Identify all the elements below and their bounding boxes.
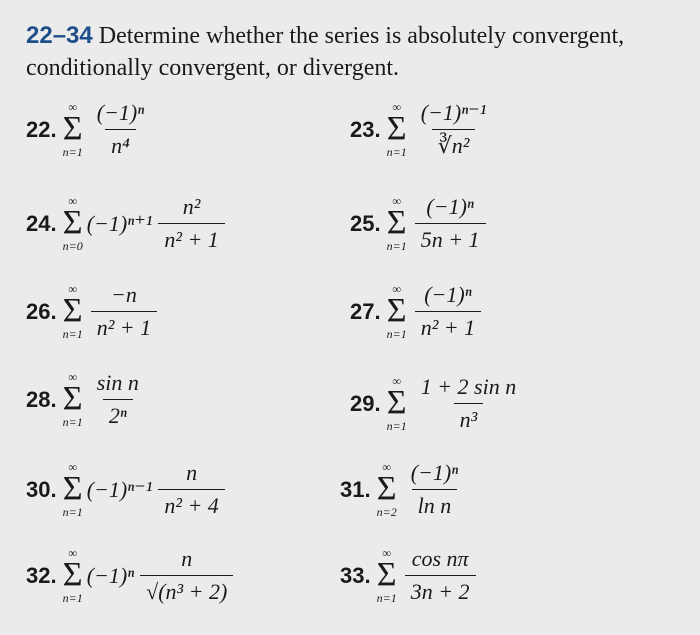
sum-upper-limit: ∞ [382, 546, 391, 560]
sigma-symbol: Σ [376, 470, 397, 507]
numerator: sin n [96, 370, 139, 395]
problem-number: 23. [350, 116, 381, 142]
sigma-symbol: Σ [386, 292, 407, 329]
sigma-symbol: Σ [62, 110, 83, 147]
problem-number: 25. [350, 210, 381, 236]
sign-factor: (−1)ⁿ [86, 562, 135, 588]
problem-number: 27. [350, 298, 381, 324]
problem-number: 33. [340, 562, 371, 588]
problem-25 [350, 194, 490, 253]
denominator: n² + 1 [415, 311, 481, 341]
numerator: (−1)ⁿ⁻¹ [420, 100, 487, 125]
sum-upper-limit: ∞ [68, 194, 77, 208]
fraction [415, 374, 523, 433]
sum-lower-limit: n=1 [386, 145, 407, 159]
denominator: n⁴ [105, 129, 136, 159]
sum-lower-limit: n=0 [62, 239, 83, 253]
numerator: (−1)ⁿ [410, 460, 459, 485]
denominator: 5n + 1 [415, 223, 486, 253]
sum-lower-limit: n=1 [62, 505, 83, 519]
denominator: 3n + 2 [405, 575, 476, 605]
summation [63, 283, 83, 340]
fraction [158, 194, 224, 253]
summation [63, 195, 83, 252]
problem-number: 30. [26, 476, 57, 502]
problem-28 [26, 370, 149, 429]
sum-lower-limit: n=2 [376, 505, 397, 519]
sign-factor: (−1)ⁿ⁺¹ [86, 210, 153, 236]
sum-upper-limit: ∞ [392, 282, 401, 296]
fraction [140, 546, 233, 605]
problem-number: 28. [26, 386, 57, 412]
summation [387, 283, 407, 340]
fraction [91, 100, 150, 159]
summation [63, 461, 83, 518]
denominator: 2ⁿ [103, 399, 133, 429]
numerator: n [186, 460, 198, 485]
sigma-symbol: Σ [62, 556, 83, 593]
summation [63, 101, 83, 158]
sum-lower-limit: n=1 [386, 327, 407, 341]
problem-26 [26, 282, 161, 341]
denominator: ∛n² [432, 129, 476, 159]
sum-upper-limit: ∞ [68, 546, 77, 560]
denominator: n² + 4 [158, 489, 224, 519]
problem-number: 32. [26, 562, 57, 588]
numerator: (−1)ⁿ [96, 100, 145, 125]
problem-27 [350, 282, 485, 341]
problem-31 [340, 460, 468, 519]
summation [377, 547, 397, 604]
sum-upper-limit: ∞ [68, 370, 77, 384]
exercise-range: 22–34 [26, 22, 93, 49]
summation [387, 101, 407, 158]
problem-number: 29. [350, 390, 381, 416]
sum-upper-limit: ∞ [382, 460, 391, 474]
problem-30 [26, 460, 229, 519]
denominator: ln n [412, 489, 458, 519]
fraction [415, 100, 493, 159]
sum-upper-limit: ∞ [392, 100, 401, 114]
summation [63, 547, 83, 604]
sign-factor: (−1)ⁿ⁻¹ [86, 476, 153, 502]
sigma-symbol: Σ [62, 470, 83, 507]
sigma-symbol: Σ [386, 384, 407, 421]
sum-lower-limit: n=1 [62, 327, 83, 341]
fraction [415, 194, 486, 253]
sum-lower-limit: n=1 [62, 415, 83, 429]
sum-lower-limit: n=1 [386, 239, 407, 253]
sigma-symbol: Σ [386, 110, 407, 147]
numerator: (−1)ⁿ [424, 282, 472, 307]
numerator: −n [111, 282, 137, 307]
fraction [415, 282, 481, 341]
sum-upper-limit: ∞ [392, 194, 401, 208]
numerator: cos nπ [411, 546, 469, 571]
problem-29 [350, 374, 526, 433]
sum-lower-limit: n=1 [386, 419, 407, 433]
sigma-symbol: Σ [386, 204, 407, 241]
sum-lower-limit: n=1 [62, 145, 83, 159]
sum-upper-limit: ∞ [392, 374, 401, 388]
numerator: (−1)ⁿ [426, 194, 474, 219]
problem-number: 24. [26, 210, 57, 236]
sum-upper-limit: ∞ [68, 282, 77, 296]
numerator: n [181, 546, 193, 571]
sum-lower-limit: n=1 [376, 591, 397, 605]
problem-33 [340, 546, 480, 605]
problem-number: 31. [340, 476, 371, 502]
fraction [91, 370, 145, 429]
denominator: √(n³ + 2) [140, 575, 233, 605]
fraction [158, 460, 224, 519]
problem-23 [350, 100, 496, 159]
summation [63, 371, 83, 428]
instruction-text: Determine whether the series is absolutely convergent, conditionally convergent, or divergent. [26, 23, 625, 81]
summation [387, 195, 407, 252]
sum-upper-limit: ∞ [68, 100, 77, 114]
problem-24 [26, 194, 229, 253]
problem-22 [26, 100, 154, 159]
sigma-symbol: Σ [62, 204, 83, 241]
sigma-symbol: Σ [62, 380, 83, 417]
denominator: n³ [454, 403, 484, 433]
denominator: n² + 1 [91, 311, 157, 341]
problem-number: 22. [26, 116, 57, 142]
fraction [91, 282, 157, 341]
sum-lower-limit: n=1 [62, 591, 83, 605]
fraction [405, 546, 476, 605]
summation [387, 375, 407, 432]
numerator: n² [182, 194, 201, 219]
problem-number: 26. [26, 298, 57, 324]
numerator: 1 + 2 sin n [420, 374, 517, 399]
exercise-instructions [26, 20, 686, 84]
problem-32 [26, 546, 237, 605]
sigma-symbol: Σ [376, 556, 397, 593]
fraction [405, 460, 464, 519]
sum-upper-limit: ∞ [68, 460, 77, 474]
sigma-symbol: Σ [62, 292, 83, 329]
summation [377, 461, 397, 518]
denominator: n² + 1 [158, 223, 224, 253]
